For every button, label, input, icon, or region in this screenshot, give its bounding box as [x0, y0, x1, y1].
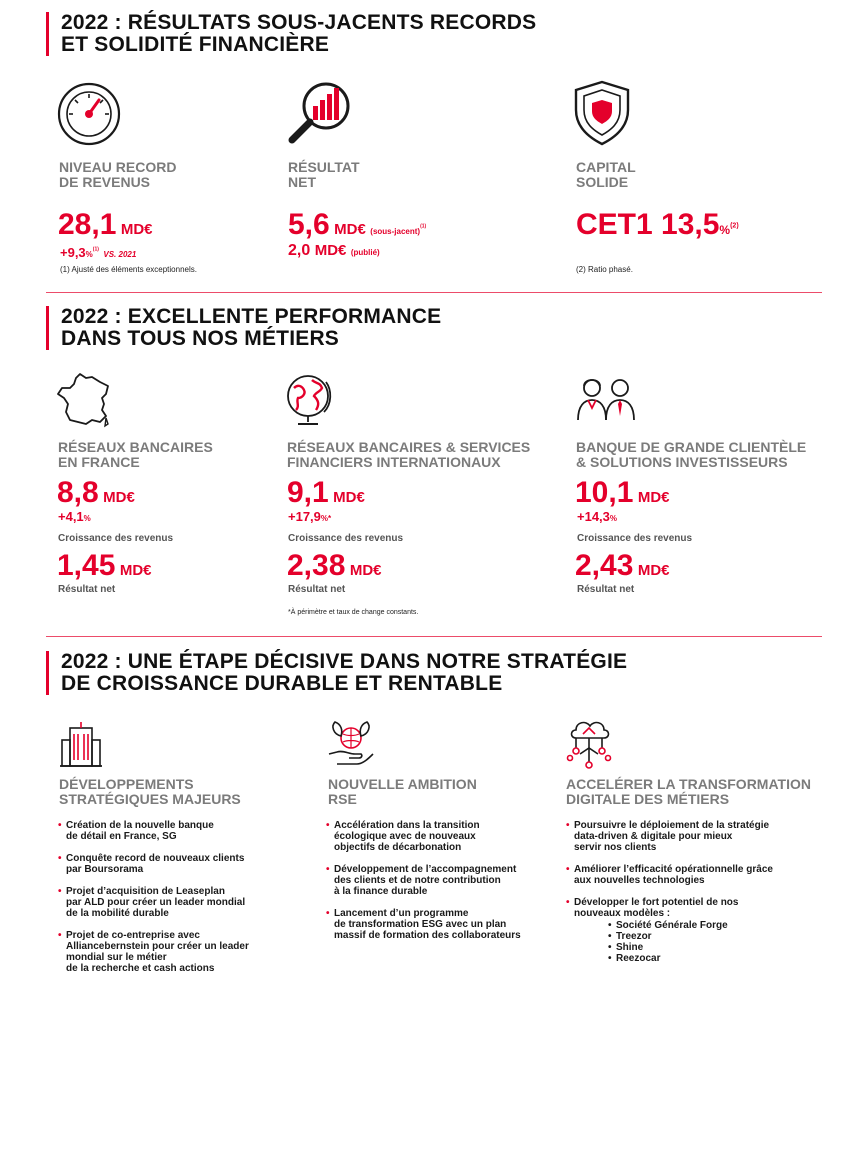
international-growth: +17,9%* — [288, 509, 332, 524]
capital-label: CAPITAL SOLIDE — [576, 159, 636, 190]
international-net-label: Résultat net — [288, 584, 346, 595]
section3-title: 2022 : UNE ÉTAPE DÉCISIVE DANS NOTRE STRATÉGIE DE CROISSANCE DURABLE ET RENTABLE — [46, 651, 627, 695]
section-divider-1 — [46, 292, 822, 293]
list-item — [326, 864, 556, 897]
net-result-underlying: 5,6 MD€ (sous-jacent)$^{(1)}$ — [288, 208, 427, 241]
csr-ambition-list — [326, 820, 556, 952]
list-item — [326, 908, 556, 941]
list-item-line: • Création de la nouvelle banque — [66, 820, 214, 831]
global-banking-revenue: 10,1 MD€ — [575, 476, 670, 509]
global-banking-net-label: Résultat net — [577, 584, 635, 595]
digital-transformation-label: ACCELÉRER LA TRANSFORMATION DIGITALE DES MÉTIERS — [566, 776, 811, 807]
net-result-label: RÉSULTAT NET — [288, 159, 360, 190]
list-item-line: • Développement de l’accompagnement — [334, 864, 517, 875]
retail-france-net-label: Résultat net — [58, 584, 116, 595]
magnifier-chart-icon — [288, 80, 352, 146]
sub-list-item: • Shine — [608, 942, 826, 953]
global-banking-label: BANQUE DE GRANDE CLIENTÈLE & SOLUTIONS INVESTISSEURS — [576, 439, 807, 470]
list-item-line: • Accélération dans la transition — [334, 820, 480, 831]
footnote-2: (2) Ratio phasé. — [576, 265, 633, 274]
list-item — [58, 930, 308, 974]
cet1-ratio: CET1 13,5%$^{(2)}$ — [576, 208, 739, 241]
list-item-line: de la recherche et cash actions — [66, 963, 215, 974]
list-item-line: de détail en France, SG — [66, 831, 177, 842]
list-item — [326, 820, 556, 853]
list-item — [566, 864, 826, 886]
list-item-line: aux nouvelles technologies — [574, 875, 705, 886]
list-item-line: écologique avec de nouveaux — [334, 831, 476, 842]
building-icon — [60, 722, 102, 768]
list-item — [566, 897, 826, 964]
list-item-line: • Développer le fort potentiel de nos — [574, 897, 739, 908]
section2-title: 2022 : EXCELLENTE PERFORMANCE DANS TOUS NOS MÉTIERS — [46, 306, 441, 350]
list-item-line: objectifs de décarbonation — [334, 842, 462, 853]
sub-list-item: • Reezocar — [608, 953, 826, 964]
list-item — [566, 820, 826, 853]
list-item-line: • Poursuivre le déploiement de la stratégie — [574, 820, 770, 831]
list-item-line: massif de formation des collaborateurs — [334, 930, 521, 941]
retail-france-net: 1,45 MD€ — [57, 549, 152, 582]
list-item-line: • Conquête record de nouveaux clients — [66, 853, 245, 864]
list-item-line: mondial sur le métier — [66, 952, 167, 963]
international-growth-label: Croissance des revenus — [288, 533, 404, 544]
retail-france-revenue: 8,8 MD€ — [57, 476, 135, 509]
list-item-line: des clients et de notre contribution — [334, 875, 501, 886]
speedometer-icon — [57, 82, 121, 146]
retail-france-growth-label: Croissance des revenus — [58, 533, 174, 544]
footnote-1: (1) Ajusté des éléments exceptionnels. — [60, 265, 197, 274]
globe-icon — [284, 372, 334, 428]
list-item-line: Alliancebernstein pour créer un leader — [66, 941, 249, 952]
revenue-level-label: NIVEAU RECORD DE REVENUS — [59, 159, 177, 190]
strategic-developments-label: DÉVELOPPEMENTS STRATÉGIQUES MAJEURS — [59, 776, 241, 807]
list-item-line: • Projet de co-entreprise avec — [66, 930, 200, 941]
list-item-line: par ALD pour créer un leader mondial — [66, 897, 246, 908]
list-item-line: • Projet d’acquisition de Leaseplan — [66, 886, 225, 897]
list-item-line: nouveaux modèles : — [574, 908, 671, 919]
global-banking-net: 2,43 MD€ — [575, 549, 670, 582]
hand-globe-leaf-icon — [327, 720, 375, 768]
csr-ambition-label: NOUVELLE AMBITION RSE — [328, 776, 477, 807]
global-banking-growth-label: Croissance des revenus — [577, 533, 693, 544]
shield-icon — [574, 80, 630, 146]
list-item — [58, 820, 308, 842]
sub-list-item: • Treezor — [608, 931, 826, 942]
list-item-line: de la mobilité durable — [66, 908, 169, 919]
sub-list-item: • Société Générale Forge — [608, 920, 826, 931]
list-item-line: • Lancement d’un programme — [334, 908, 469, 919]
france-map-icon — [56, 372, 112, 428]
net-result-published: 2,0 MD€ (publié) — [288, 242, 380, 259]
retail-france-growth: +4,1% — [58, 509, 91, 524]
list-item — [58, 886, 308, 919]
international-retail-label: RÉSEAUX BANCAIRES & SERVICES FINANCIERS INTERNATIONAUX — [287, 439, 531, 470]
list-item-line: servir nos clients — [574, 842, 657, 853]
strategic-developments-list — [58, 820, 308, 985]
footnote-constant-perimeter: *À périmètre et taux de change constants. — [288, 609, 419, 616]
revenue-value: 28,1 MD€ — [58, 208, 153, 241]
list-item-line: • Améliorer l’efficacité opérationnelle grâce — [574, 864, 773, 875]
list-item — [58, 853, 308, 875]
list-item-line: par Boursorama — [66, 864, 144, 875]
cloud-network-icon — [566, 718, 612, 768]
list-item-line: de transformation ESG avec un plan — [334, 919, 507, 930]
section-divider-2 — [46, 636, 822, 637]
sub-list — [574, 920, 826, 964]
international-revenue: 9,1 MD€ — [287, 476, 365, 509]
retail-france-label: RÉSEAUX BANCAIRES EN FRANCE — [58, 439, 213, 470]
list-item-line: à la finance durable — [334, 886, 428, 897]
people-icon — [574, 376, 640, 422]
revenue-growth: +9,3%$^{(1)}$ VS. 2021 — [60, 245, 137, 260]
digital-transformation-list — [566, 820, 826, 975]
international-net: 2,38 MD€ — [287, 549, 382, 582]
list-item-line: data-driven & digitale pour mieux — [574, 831, 733, 842]
global-banking-growth: +14,3% — [577, 509, 618, 524]
section1-title: 2022 : RÉSULTATS SOUS-JACENTS RECORDS ET SOLIDITÉ FINANCIÈRE — [46, 12, 536, 56]
